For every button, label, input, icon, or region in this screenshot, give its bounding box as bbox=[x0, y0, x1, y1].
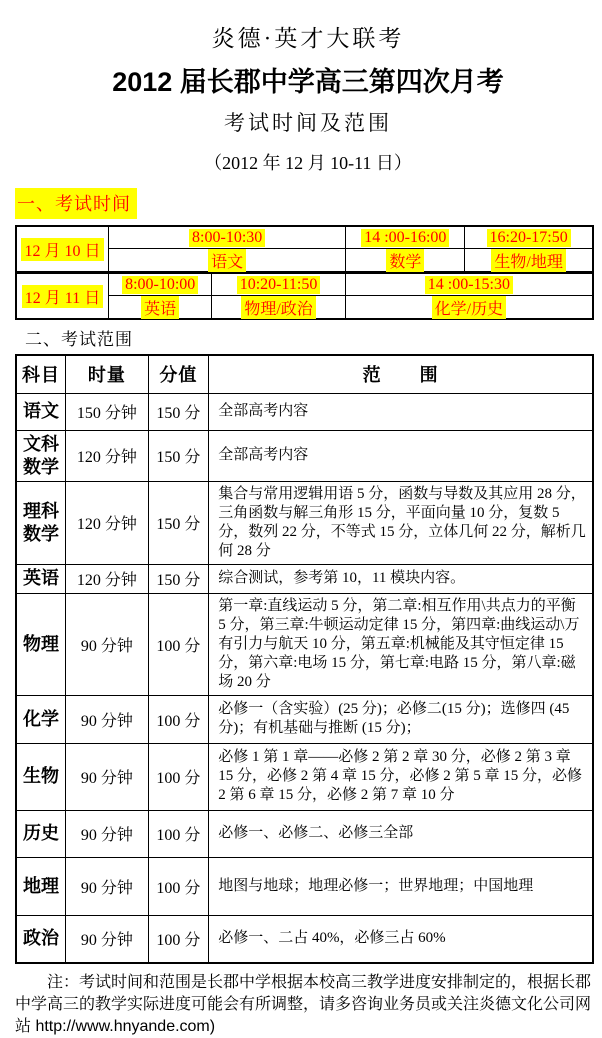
exam-title: 2012 届长郡中学高三第四次月考 bbox=[112, 67, 504, 97]
scope-cell: 第一章:直线运动 5 分，第二章:相互作用\共点力的平衡 5 分，第三章:牛顿运动定律 15 分，第四章:曲线运动\万有引力与航天 10 分，第五章:机械能及其守恒定律 15 分，第六章:电场 15 分，第七章:电路 15 分，第八章:磁场 20 分 bbox=[209, 593, 593, 695]
schedule-slot bbox=[109, 274, 211, 318]
scope-header-row bbox=[16, 355, 593, 393]
schedule-slot bbox=[345, 274, 592, 318]
exam-time: 8:00-10:00 bbox=[122, 276, 198, 294]
exam-time: 16:20-17:50 bbox=[487, 229, 571, 247]
duration-cell: 90 分钟 bbox=[66, 593, 149, 695]
exam-date-range: （2012 年 12 月 10-11 日） bbox=[204, 153, 412, 173]
exam-schedule-table bbox=[15, 225, 594, 320]
schedule-slot bbox=[464, 227, 592, 271]
duration-cell: 90 分钟 bbox=[66, 695, 149, 743]
slot-subject-cell bbox=[465, 249, 592, 271]
schedule-slot bbox=[109, 227, 345, 271]
duration-cell: 90 分钟 bbox=[66, 915, 149, 963]
exam-scope-table bbox=[15, 354, 594, 964]
col-header-subject: 科目 bbox=[16, 355, 66, 393]
col-header-score: 分值 bbox=[148, 355, 209, 393]
slot-subject-cell bbox=[212, 296, 344, 318]
table-row bbox=[16, 393, 593, 430]
document-header bbox=[15, 20, 601, 175]
table-row bbox=[16, 857, 593, 915]
subject-cell: 生物 bbox=[16, 743, 66, 810]
exam-time: 8:00-10:30 bbox=[189, 229, 265, 247]
scope-cell: 必修一（含实验）(25 分)；必修二(15 分)；选修四 (45 分)；有机基础与推断 (15 分)； bbox=[209, 695, 593, 743]
subject-cell: 地理 bbox=[16, 857, 66, 915]
slot-time-cell bbox=[465, 227, 592, 249]
table-row bbox=[16, 915, 593, 963]
slot-subject-cell bbox=[109, 296, 211, 318]
score-cell: 100 分 bbox=[148, 915, 209, 963]
subject-cell: 语文 bbox=[16, 393, 66, 430]
duration-cell: 90 分钟 bbox=[66, 743, 149, 810]
section2-heading: 二、考试范围 bbox=[25, 330, 133, 349]
table-row bbox=[16, 481, 593, 564]
table-row bbox=[16, 810, 593, 857]
slot-time-cell bbox=[346, 274, 592, 296]
exam-subject: 化学/历史 bbox=[432, 296, 506, 319]
duration-cell: 120 分钟 bbox=[66, 564, 149, 593]
scope-cell: 必修一、二占 40%，必修三占 60% bbox=[209, 915, 593, 963]
brand-title: 炎德·英才大联考 bbox=[211, 26, 405, 51]
scope-cell: 全部高考内容 bbox=[209, 430, 593, 481]
table-row bbox=[16, 564, 593, 593]
table-row bbox=[16, 743, 593, 810]
duration-cell: 120 分钟 bbox=[66, 430, 149, 481]
score-cell: 150 分 bbox=[148, 564, 209, 593]
col-header-scope: 范 围 bbox=[209, 355, 593, 393]
subject-cell: 化学 bbox=[16, 695, 66, 743]
exam-time: 14 :00-16:00 bbox=[361, 229, 449, 247]
score-cell: 100 分 bbox=[148, 743, 209, 810]
score-cell: 150 分 bbox=[148, 430, 209, 481]
scope-cell: 必修 1 第 1 章——必修 2 第 2 章 30 分，必修 2 第 3 章 15 分，必修 2 第 4 章 15 分，必修 2 第 5 章 15 分，必修 2 第 6 章 15 分，必修 2 第 7 章 10 分 bbox=[209, 743, 593, 810]
score-cell: 100 分 bbox=[148, 810, 209, 857]
duration-cell: 150 分钟 bbox=[66, 393, 149, 430]
duration-cell: 90 分钟 bbox=[66, 857, 149, 915]
slot-time-cell bbox=[109, 274, 211, 296]
footnote: 注：考试时间和范围是长郡中学根据本校高三教学进度安排制定的，根据长郡中学高三的教学实际进度可能会有所调整，请多咨询业务员或关注炎德文化公司网站 http://www.hnyande.com) bbox=[15, 974, 592, 1035]
schedule-date-cell bbox=[17, 227, 109, 271]
exam-time: 14 :00-15:30 bbox=[425, 276, 513, 294]
section1-heading: 一、考试时间 bbox=[15, 188, 137, 219]
exam-subject: 生物/地理 bbox=[491, 249, 565, 272]
table-row bbox=[16, 593, 593, 695]
scope-cell: 全部高考内容 bbox=[209, 393, 593, 430]
schedule-day2-row bbox=[17, 271, 592, 318]
duration-cell: 90 分钟 bbox=[66, 810, 149, 857]
exam-subject: 英语 bbox=[141, 296, 179, 319]
subject-cell: 历史 bbox=[16, 810, 66, 857]
score-cell: 100 分 bbox=[148, 857, 209, 915]
exam-date: 12 月 10 日 bbox=[21, 238, 103, 261]
scope-cell: 必修一、必修二、必修三全部 bbox=[209, 810, 593, 857]
exam-date: 12 月 11 日 bbox=[22, 285, 103, 308]
subject-cell: 政治 bbox=[16, 915, 66, 963]
table-row bbox=[16, 430, 593, 481]
duration-cell: 120 分钟 bbox=[66, 481, 149, 564]
slot-subject-cell bbox=[346, 249, 464, 271]
schedule-slot bbox=[345, 227, 464, 271]
scope-cell: 综合测试，参考第 10，11 模块内容。 bbox=[209, 564, 593, 593]
document-subtitle: 考试时间及范围 bbox=[224, 111, 392, 135]
subject-cell: 英语 bbox=[16, 564, 66, 593]
scope-cell: 集合与常用逻辑用语 5 分，函数与导数及其应用 28 分，三角函数与解三角形 15 分，平面向量 10 分，复数 5 分，数列 22 分，不等式 15 分，立体几何 22 分，解析几何 28 分 bbox=[209, 481, 593, 564]
subject-cell: 理科数学 bbox=[16, 481, 66, 564]
score-cell: 100 分 bbox=[148, 593, 209, 695]
subject-cell: 文科数学 bbox=[16, 430, 66, 481]
exam-time: 10:20-11:50 bbox=[237, 276, 321, 294]
col-header-duration: 时量 bbox=[66, 355, 149, 393]
scope-cell: 地图与地球；地理必修一；世界地理；中国地理 bbox=[209, 857, 593, 915]
slot-time-cell bbox=[212, 274, 344, 296]
schedule-slot bbox=[211, 274, 344, 318]
exam-subject: 物理/政治 bbox=[241, 296, 315, 319]
score-cell: 100 分 bbox=[148, 695, 209, 743]
schedule-day1-row bbox=[17, 227, 592, 271]
score-cell: 150 分 bbox=[148, 481, 209, 564]
slot-subject-cell bbox=[346, 296, 592, 318]
schedule-date-cell bbox=[17, 274, 109, 318]
slot-time-cell bbox=[346, 227, 464, 249]
exam-subject: 语文 bbox=[208, 249, 246, 272]
subject-cell: 物理 bbox=[16, 593, 66, 695]
slot-subject-cell bbox=[109, 249, 345, 271]
table-row bbox=[16, 695, 593, 743]
exam-subject: 数学 bbox=[386, 249, 424, 272]
score-cell: 150 分 bbox=[148, 393, 209, 430]
slot-time-cell bbox=[109, 227, 345, 249]
